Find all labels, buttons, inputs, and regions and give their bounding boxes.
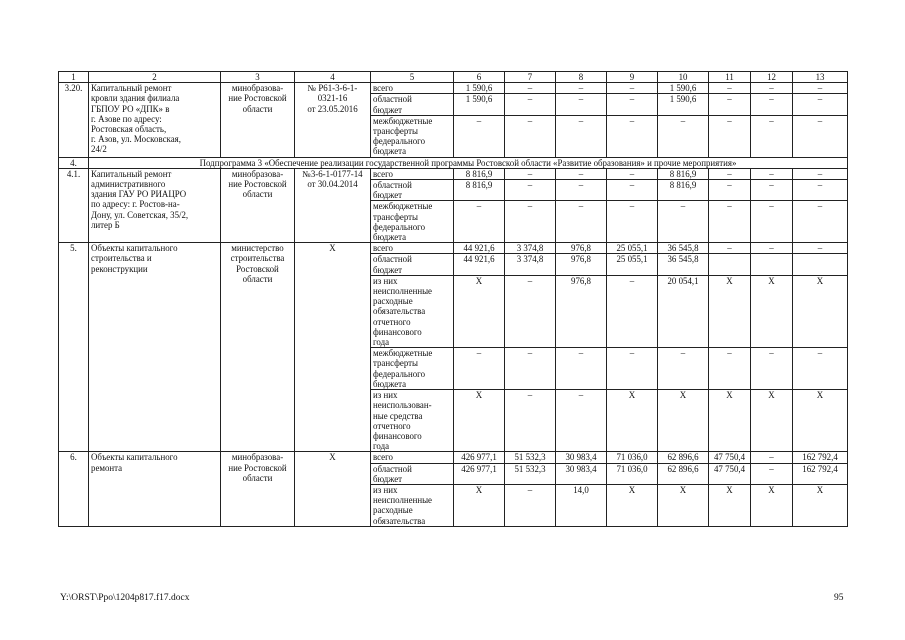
- value-cell: –: [607, 94, 658, 115]
- value-cell: –: [751, 180, 793, 201]
- item-name: Капитальный ремонт административного здания ГАУ РО РИАЦРО по адресу: г. Ростов-на- Дону, ул. Советская, 35/2, литер Б: [89, 168, 221, 242]
- value-cell: –: [751, 452, 793, 463]
- value-cell: –: [505, 390, 556, 452]
- value-cell: 71 036,0: [607, 463, 658, 484]
- funding-source: областной бюджет: [371, 180, 454, 201]
- value-cell: –: [505, 115, 556, 157]
- value-cell: 1 590,6: [658, 94, 709, 115]
- value-cell: –: [793, 94, 848, 115]
- value-cell: –: [709, 243, 751, 254]
- item-executor: министерство строительства Ростовской области: [221, 243, 295, 452]
- value-cell: –: [709, 83, 751, 94]
- value-cell: 3 374,8: [505, 254, 556, 275]
- value-cell: –: [607, 348, 658, 390]
- column-number-1: 1: [59, 72, 89, 83]
- item-number: 6.: [59, 452, 89, 526]
- value-cell: –: [607, 275, 658, 347]
- value-cell: –: [793, 168, 848, 179]
- footer-page-number: 95: [834, 593, 844, 603]
- value-cell: 162 792,4: [793, 463, 848, 484]
- value-cell: –: [709, 180, 751, 201]
- value-cell: Х: [658, 484, 709, 526]
- column-number-10: 10: [658, 72, 709, 83]
- value-cell: –: [454, 348, 505, 390]
- table-row: [59, 83, 848, 94]
- table-row: [59, 168, 848, 179]
- item-executor: минобразова- ние Ростовской области: [221, 83, 295, 157]
- column-number-2: 2: [89, 72, 221, 83]
- section-row: [59, 157, 848, 168]
- value-cell: 426 977,1: [454, 463, 505, 484]
- value-cell: –: [607, 168, 658, 179]
- value-cell: 36 545,8: [658, 254, 709, 275]
- value-cell: –: [793, 201, 848, 243]
- value-cell: –: [454, 201, 505, 243]
- item-name: Капитальный ремонт кровли здания филиала ГБПОУ РО «ДПК» в г. Азове по адресу: Ростовская область, г. Азов, ул. Московская, 24/2: [89, 83, 221, 157]
- funding-source: из них неиспользован- ные средства отчетного финансового года: [371, 390, 454, 452]
- value-cell: Х: [709, 275, 751, 347]
- value-cell: –: [505, 168, 556, 179]
- section-title: Подпрограмма 3 «Обеспечение реализации государственной программы Ростовской области «Развитие образования» и прочие мероприятия»: [89, 157, 848, 168]
- value-cell: –: [505, 201, 556, 243]
- value-cell: Х: [793, 390, 848, 452]
- value-cell: –: [556, 168, 607, 179]
- funding-source: областной бюджет: [371, 463, 454, 484]
- value-cell: –: [607, 180, 658, 201]
- value-cell: 162 792,4: [793, 452, 848, 463]
- value-cell: –: [556, 180, 607, 201]
- value-cell: 51 532,3: [505, 463, 556, 484]
- section-number: 4.: [59, 157, 89, 168]
- column-number-4: 4: [295, 72, 371, 83]
- value-cell: 30 983,4: [556, 463, 607, 484]
- value-cell: 1 590,6: [454, 83, 505, 94]
- item-document: Х: [295, 452, 371, 526]
- funding-source: межбюджетные трансферты федерального бюджета: [371, 201, 454, 243]
- value-cell: 8 816,9: [658, 168, 709, 179]
- value-cell: –: [556, 83, 607, 94]
- funding-source: из них неисполненные расходные обязательства: [371, 484, 454, 526]
- value-cell: 44 921,6: [454, 243, 505, 254]
- value-cell: Х: [751, 484, 793, 526]
- column-number-5: 5: [371, 72, 454, 83]
- column-number-11: 11: [709, 72, 751, 83]
- value-cell: –: [454, 115, 505, 157]
- value-cell: [793, 254, 848, 275]
- value-cell: –: [751, 201, 793, 243]
- value-cell: –: [505, 83, 556, 94]
- value-cell: –: [793, 348, 848, 390]
- funding-source: областной бюджет: [371, 94, 454, 115]
- value-cell: Х: [607, 484, 658, 526]
- value-cell: 1 590,6: [658, 83, 709, 94]
- column-number-13: 13: [793, 72, 848, 83]
- value-cell: –: [658, 348, 709, 390]
- value-cell: –: [556, 390, 607, 452]
- value-cell: Х: [454, 275, 505, 347]
- value-cell: 44 921,6: [454, 254, 505, 275]
- value-cell: –: [607, 201, 658, 243]
- value-cell: –: [751, 243, 793, 254]
- value-cell: –: [751, 168, 793, 179]
- item-document: № Р61-3-6-1- 0321-16 от 23.05.2016: [295, 83, 371, 157]
- value-cell: –: [556, 115, 607, 157]
- value-cell: 36 545,8: [658, 243, 709, 254]
- value-cell: Х: [793, 275, 848, 347]
- value-cell: Х: [793, 484, 848, 526]
- value-cell: –: [751, 94, 793, 115]
- budget-table: [58, 71, 848, 527]
- table-row: [59, 243, 848, 254]
- funding-source: из них неисполненные расходные обязательства отчетного финансового года: [371, 275, 454, 347]
- value-cell: Х: [454, 484, 505, 526]
- item-executor: минобразова- ние Ростовской области: [221, 452, 295, 526]
- value-cell: 47 750,4: [709, 452, 751, 463]
- value-cell: –: [658, 115, 709, 157]
- value-cell: 1 590,6: [454, 94, 505, 115]
- value-cell: 8 816,9: [658, 180, 709, 201]
- funding-source: областной бюджет: [371, 254, 454, 275]
- value-cell: –: [607, 83, 658, 94]
- value-cell: –: [751, 348, 793, 390]
- value-cell: [709, 254, 751, 275]
- value-cell: –: [793, 83, 848, 94]
- value-cell: –: [607, 115, 658, 157]
- table-row: [59, 452, 848, 463]
- column-number-6: 6: [454, 72, 505, 83]
- funding-source: межбюджетные трансферты федерального бюджета: [371, 348, 454, 390]
- value-cell: 8 816,9: [454, 168, 505, 179]
- value-cell: Х: [709, 484, 751, 526]
- value-cell: 51 532,3: [505, 452, 556, 463]
- column-number-3: 3: [221, 72, 295, 83]
- value-cell: 30 983,4: [556, 452, 607, 463]
- value-cell: Х: [751, 390, 793, 452]
- value-cell: 8 816,9: [454, 180, 505, 201]
- value-cell: Х: [607, 390, 658, 452]
- value-cell: 25 055,1: [607, 243, 658, 254]
- item-document: №3-6-1-0177-14 от 30.04.2014: [295, 168, 371, 242]
- item-name: Объекты капитального ремонта: [89, 452, 221, 526]
- value-cell: –: [709, 201, 751, 243]
- value-cell: –: [793, 115, 848, 157]
- value-cell: 976,8: [556, 275, 607, 347]
- funding-source: всего: [371, 243, 454, 254]
- value-cell: –: [556, 94, 607, 115]
- value-cell: 62 896,6: [658, 452, 709, 463]
- value-cell: 3 374,8: [505, 243, 556, 254]
- value-cell: –: [709, 115, 751, 157]
- column-number-9: 9: [607, 72, 658, 83]
- item-number: 4.1.: [59, 168, 89, 242]
- value-cell: –: [505, 348, 556, 390]
- funding-source: всего: [371, 168, 454, 179]
- value-cell: –: [793, 243, 848, 254]
- value-cell: 20 054,1: [658, 275, 709, 347]
- value-cell: 47 750,4: [709, 463, 751, 484]
- value-cell: [751, 254, 793, 275]
- value-cell: 976,8: [556, 243, 607, 254]
- column-number-8: 8: [556, 72, 607, 83]
- value-cell: 71 036,0: [607, 452, 658, 463]
- value-cell: –: [751, 83, 793, 94]
- value-cell: –: [793, 180, 848, 201]
- item-number: 5.: [59, 243, 89, 452]
- value-cell: –: [505, 484, 556, 526]
- column-number-row: [59, 72, 848, 83]
- value-cell: Х: [454, 390, 505, 452]
- value-cell: –: [505, 275, 556, 347]
- column-number-7: 7: [505, 72, 556, 83]
- footer-file-path: Y:\ORST\Ppo\1204p817.f17.docx: [60, 593, 190, 603]
- value-cell: –: [709, 168, 751, 179]
- value-cell: –: [658, 201, 709, 243]
- value-cell: 426 977,1: [454, 452, 505, 463]
- value-cell: –: [505, 94, 556, 115]
- value-cell: –: [751, 115, 793, 157]
- value-cell: –: [709, 348, 751, 390]
- item-executor: минобразова- ние Ростовской области: [221, 168, 295, 242]
- value-cell: –: [505, 180, 556, 201]
- funding-source: межбюджетные трансферты федерального бюджета: [371, 115, 454, 157]
- column-number-12: 12: [751, 72, 793, 83]
- item-name: Объекты капитального строительства и реконструкции: [89, 243, 221, 452]
- value-cell: –: [709, 94, 751, 115]
- value-cell: Х: [658, 390, 709, 452]
- value-cell: –: [556, 201, 607, 243]
- item-number: 3.20.: [59, 83, 89, 157]
- item-document: Х: [295, 243, 371, 452]
- value-cell: 62 896,6: [658, 463, 709, 484]
- value-cell: –: [556, 348, 607, 390]
- value-cell: Х: [751, 275, 793, 347]
- value-cell: 25 055,1: [607, 254, 658, 275]
- value-cell: Х: [709, 390, 751, 452]
- value-cell: 14,0: [556, 484, 607, 526]
- value-cell: –: [751, 463, 793, 484]
- funding-source: всего: [371, 452, 454, 463]
- value-cell: 976,8: [556, 254, 607, 275]
- funding-source: всего: [371, 83, 454, 94]
